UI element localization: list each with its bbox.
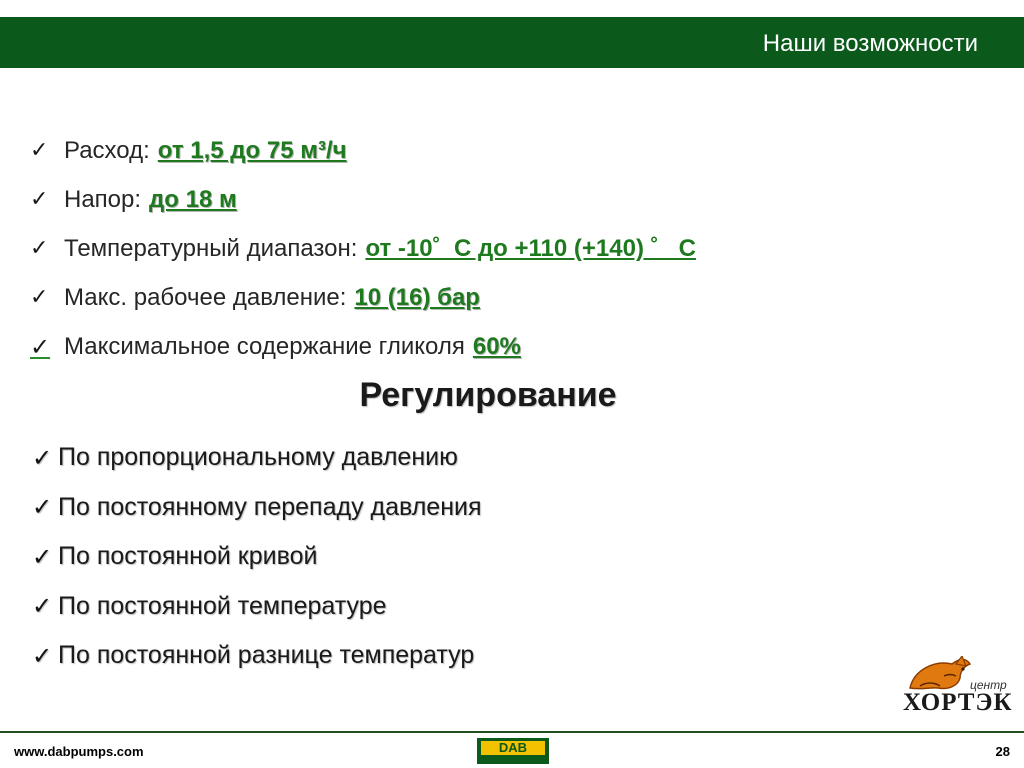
spec-item-flow (30, 126, 696, 175)
spec-label: Напор: (64, 185, 142, 213)
regulation-list (32, 433, 482, 681)
spec-value-link[interactable]: от 1,5 до 75 м³/ч (157, 136, 347, 164)
check-icon: ✓ (30, 285, 49, 310)
check-icon: ✓ (30, 138, 49, 163)
dab-logo (477, 738, 549, 764)
spec-item-head (30, 175, 696, 224)
regulation-item (32, 483, 482, 533)
regulation-item (32, 582, 482, 632)
regulation-item (32, 532, 482, 582)
spec-value-link[interactable]: до 18 м (149, 185, 237, 213)
footer-url-link[interactable]: www.dabpumps.com (14, 744, 144, 759)
page-title: Наши возможности (762, 30, 978, 57)
regulation-item (32, 631, 482, 681)
spec-label: Макс. рабочее давление: (64, 283, 347, 311)
spec-label: Расход: (64, 136, 150, 164)
dab-logo-text: DAB (481, 741, 545, 755)
spec-value-link[interactable]: от -10˚ С до +110 (+140) ˚ С (365, 234, 696, 262)
logo-subtitle: центр (970, 678, 1007, 692)
section-title: Регулирование (359, 376, 617, 414)
check-icon: ✓ (32, 542, 53, 571)
spec-label: Температурный диапазон: (64, 234, 358, 262)
logo-name: ХОРТЭК (903, 689, 1013, 716)
dab-logo-stripe (481, 756, 545, 760)
regulation-label: По постоянной температуре (58, 591, 387, 620)
spec-item-temperature (30, 224, 696, 273)
regulation-label: По постоянному перепаду давления (58, 492, 482, 521)
spec-value-link[interactable]: 60% (472, 332, 521, 360)
check-icon: ✓ (30, 236, 49, 261)
regulation-label: По постоянной кривой (58, 542, 318, 571)
spec-value-link[interactable]: 10 (16) бар (354, 283, 480, 311)
check-icon: ✓ (32, 493, 53, 522)
spec-item-glycol (30, 322, 696, 371)
regulation-label: По пропорциональному давлению (58, 443, 458, 472)
spec-list (30, 126, 696, 371)
footer-divider (0, 731, 1024, 733)
spec-item-pressure (30, 273, 696, 322)
spec-label: Максимальное содержание гликоля (64, 332, 465, 360)
check-icon: ✓ (32, 443, 53, 472)
check-icon: ✓ (32, 641, 53, 670)
regulation-item (32, 433, 482, 483)
check-icon: ✓ (30, 187, 49, 212)
check-icon: ✓ (30, 332, 51, 361)
header-bar (0, 17, 1024, 68)
page-number: 28 (995, 744, 1010, 759)
regulation-label: По постоянной разнице температур (58, 641, 475, 670)
check-icon: ✓ (32, 592, 53, 621)
